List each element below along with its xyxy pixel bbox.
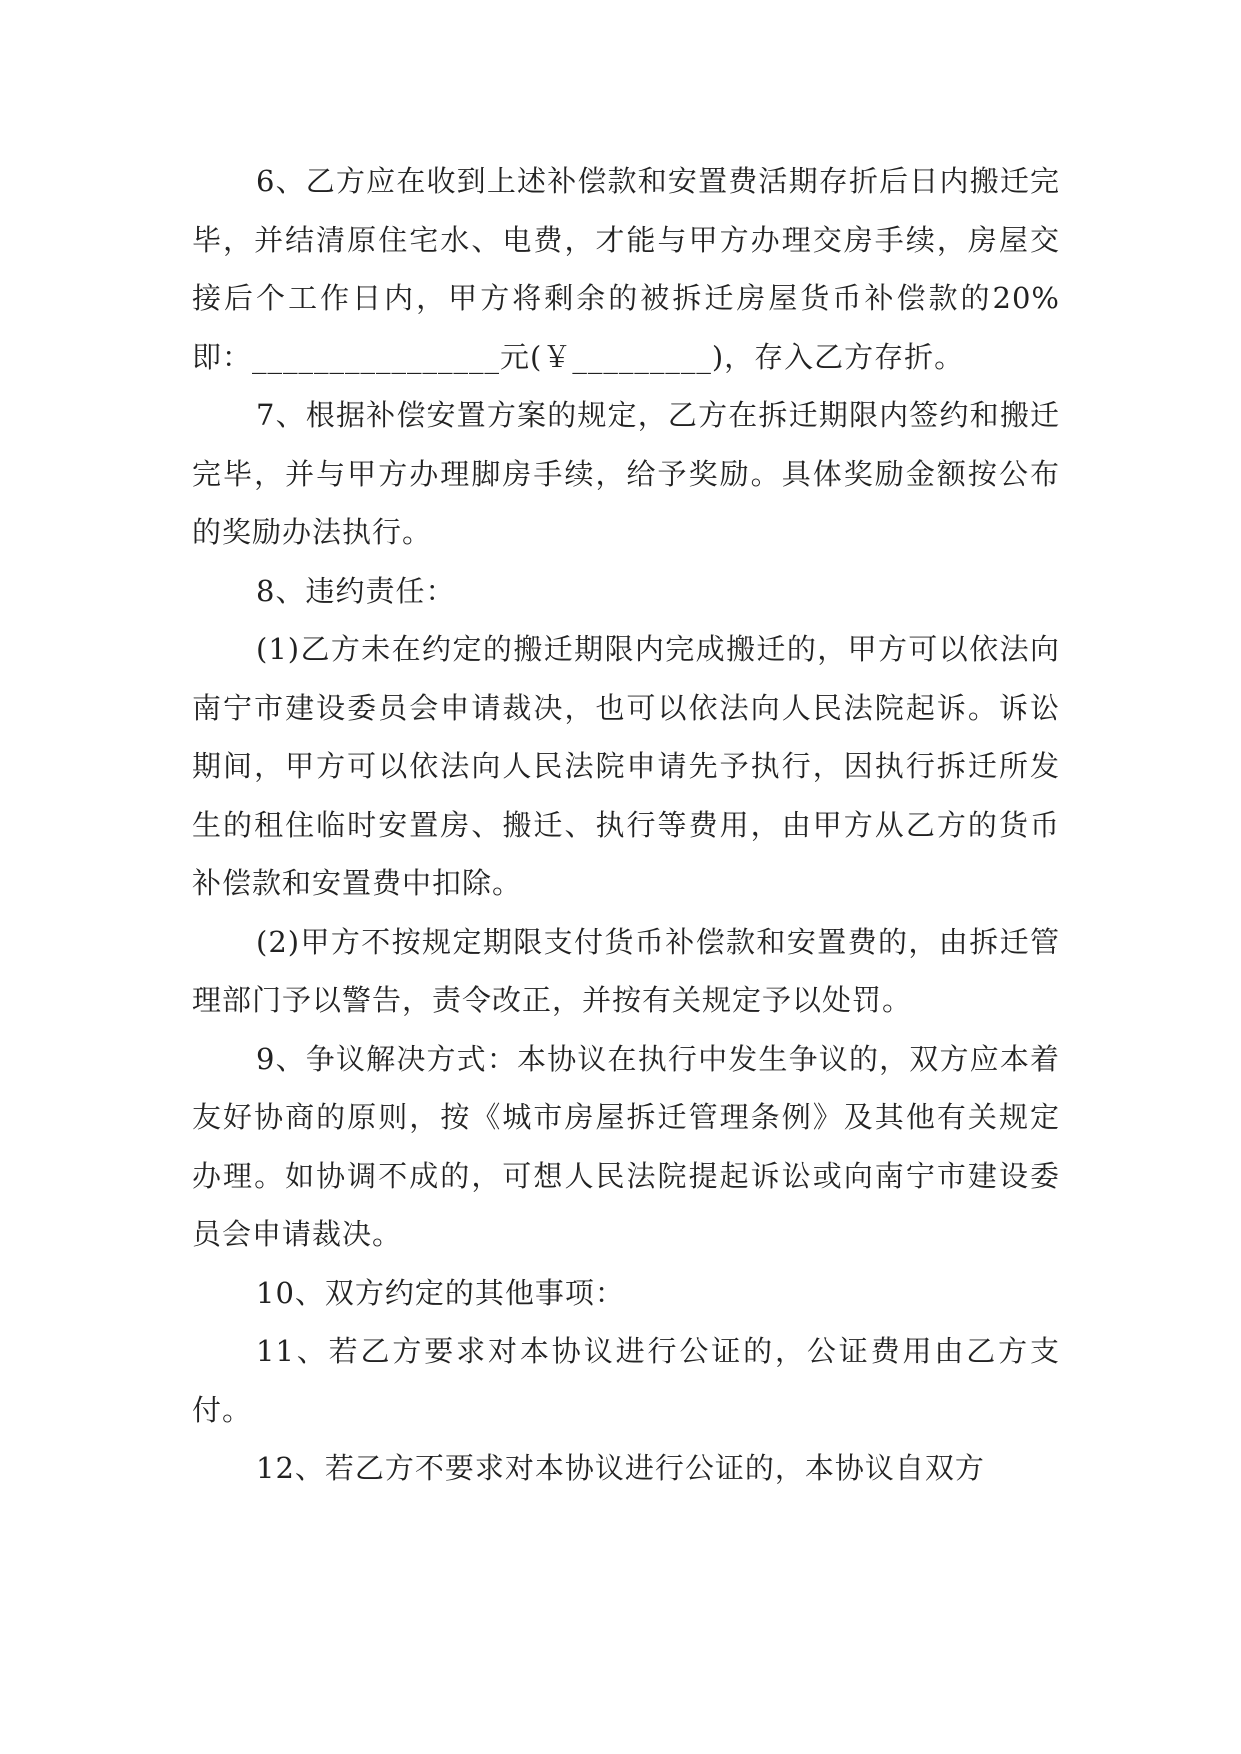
- clause-11-paragraph: 11、若乙方要求对本协议进行公证的，公证费用由乙方支付。: [192, 1334, 1060, 1427]
- clause-9-paragraph: 9、争议解决方式：本协议在执行中发生争议的，双方应本着友好协商的原则，按《城市房屋拆迁管理条例》及其他有关规定办理。如协调不成的，可想人民法院提起诉讼或向南宁市建设委员会申请裁决。: [192, 1041, 1060, 1251]
- clause-8-item-1: (1)乙方未在约定的搬迁期限内完成搬迁的，甲方可以依法向南宁市建设委员会申请裁决，也可以依法向人民法院起诉。诉讼期间，甲方可以依法向人民法院申请先予执行，因执行拆迁所发生的租住临时安置房、搬迁、执行等费用，由甲方从乙方的货币补偿款和安置费中扣除。: [192, 632, 1060, 900]
- clause-8-heading: 8、违约责任：: [256, 573, 456, 608]
- clause-10-paragraph: 10、双方约定的其他事项：: [256, 1275, 625, 1310]
- clause-12-paragraph: 12、若乙方不要求对本协议进行公证的，本协议自双方: [256, 1451, 985, 1485]
- clause-6-paragraph: 6、乙方应在收到上述补偿款和安置费活期存折后日内搬迁完毕，并结清原住宅水、电费，才能与甲方办理交房手续，房屋交接后个工作日内，甲方将剩余的被拆迁房屋货币补偿款的20%即：________________元(￥_________)，存入乙方存折。: [192, 164, 1060, 374]
- document-body: [192, 152, 1060, 1498]
- clause-7-paragraph: 7、根据补偿安置方案的规定，乙方在拆迁期限内签约和搬迁完毕，并与甲方办理脚房手续，给予奖励。具体奖励金额按公布的奖励办法执行。: [192, 398, 1060, 549]
- clause-8-item-2: (2)甲方不按规定期限支付货币补偿款和安置费的，由拆迁管理部门予以警告，责令改正，并按有关规定予以处罚。: [192, 924, 1060, 1017]
